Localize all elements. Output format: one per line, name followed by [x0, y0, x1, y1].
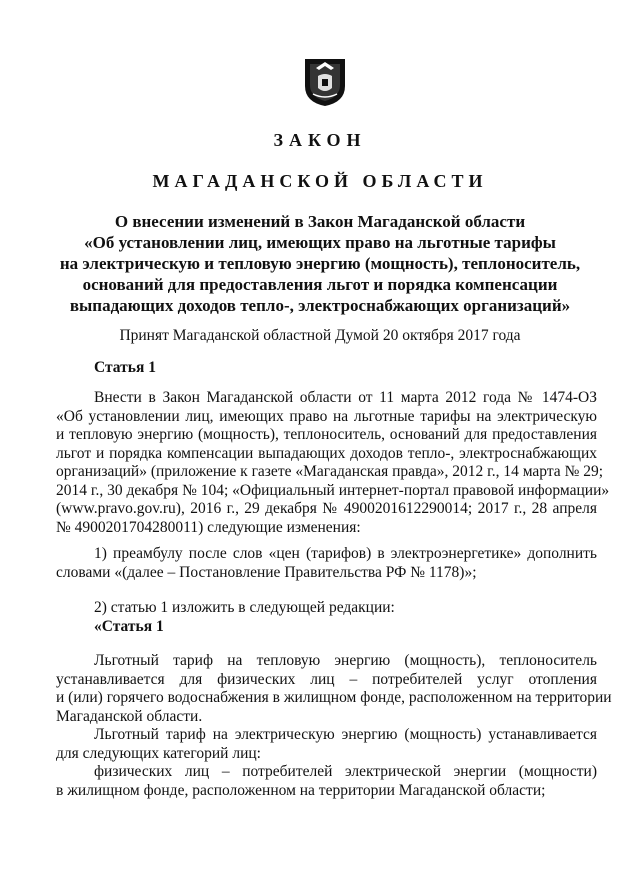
subject-line: оснований для предоставления льгот и порядка компенсации: [82, 275, 558, 294]
region-title: МАГАДАНСКОЙ ОБЛАСТИ: [152, 171, 488, 191]
new-article-paragraph-2: [56, 726, 597, 763]
text-line: устанавливается для физических лиц – потребителей услуг отопления: [56, 670, 597, 688]
text-line: Магаданской области.: [56, 707, 203, 725]
new-article-paragraph-3: [56, 763, 597, 800]
subject-line: «Об установлении лиц, имеющих право на льготные тарифы: [84, 233, 556, 252]
text-line: «Об установлении лиц, имеющих право на льготные тарифы на электрическую: [56, 407, 597, 425]
text-line: и (или) горячего водоснабжения в жилищном фонде, расположенном на территории: [56, 689, 612, 706]
coat-of-arms-emblem: [302, 56, 348, 108]
new-article-paragraph-1: [56, 652, 612, 726]
text-line: 2) статью 1 изложить в следующей редакции:: [94, 599, 395, 616]
text-line: Льготный тариф на тепловую энергию (мощность), теплоноситель: [94, 652, 597, 669]
text-line: № 4900201704280011) следующие изменения:: [56, 518, 361, 536]
text-line: (www.pravo.gov.ru), 2016 г., 29 декабря № 4900201612290014; 2017 г., 28 апреля: [56, 500, 597, 517]
amendment-item-1: [56, 545, 597, 582]
law-subject-title: [40, 211, 600, 316]
subject-line: выпадающих доходов тепло-, электроснабжающих организаций»: [69, 296, 571, 315]
article-heading: Статья 1: [94, 359, 156, 376]
text-line: организаций» (приложение к газете «Магаданская правда», 2012 г., 14 марта № 29;: [56, 463, 604, 480]
subject-line: О внесении изменений в Закон Магаданской области: [114, 212, 526, 231]
text-line: для следующих категорий лиц:: [56, 744, 261, 762]
adoption-note: Принят Магаданской областной Думой 20 октября 2017 года: [119, 327, 521, 344]
text-line: льгот и порядка компенсации выпадающих доходов тепло-, электроснабжающих: [56, 444, 597, 462]
text-line: словами «(далее – Постановление Правительства РФ № 1178)»;: [56, 563, 477, 581]
article-intro-paragraph: [56, 389, 610, 537]
amendment-item-2: [56, 599, 597, 636]
law-title: ЗАКОН: [273, 130, 367, 150]
text-line: 2014 г., 30 декабря № 104; «Официальный интернет-портал правовой информации»: [56, 481, 610, 499]
text-line: Внести в Закон Магаданской области от 11 марта 2012 года № 1474-ОЗ: [94, 389, 597, 406]
text-line: Льготный тариф на электрическую энергию (мощность) устанавливается: [94, 726, 597, 743]
subject-line: на электрическую и тепловую энергию (мощность), теплоноситель,: [59, 254, 581, 273]
text-line: 1) преамбулу после слов «цен (тарифов) в электроэнергетике» дополнить: [94, 545, 597, 562]
text-line: в жилищном фонде, расположенном на территории Магаданской области;: [56, 781, 546, 799]
text-line: и тепловую энергию (мощность), теплоноситель, оснований для предоставления: [56, 426, 597, 443]
quoted-article-heading: «Статья 1: [94, 617, 164, 635]
text-line: физических лиц – потребителей электрической энергии (мощности): [94, 763, 597, 780]
